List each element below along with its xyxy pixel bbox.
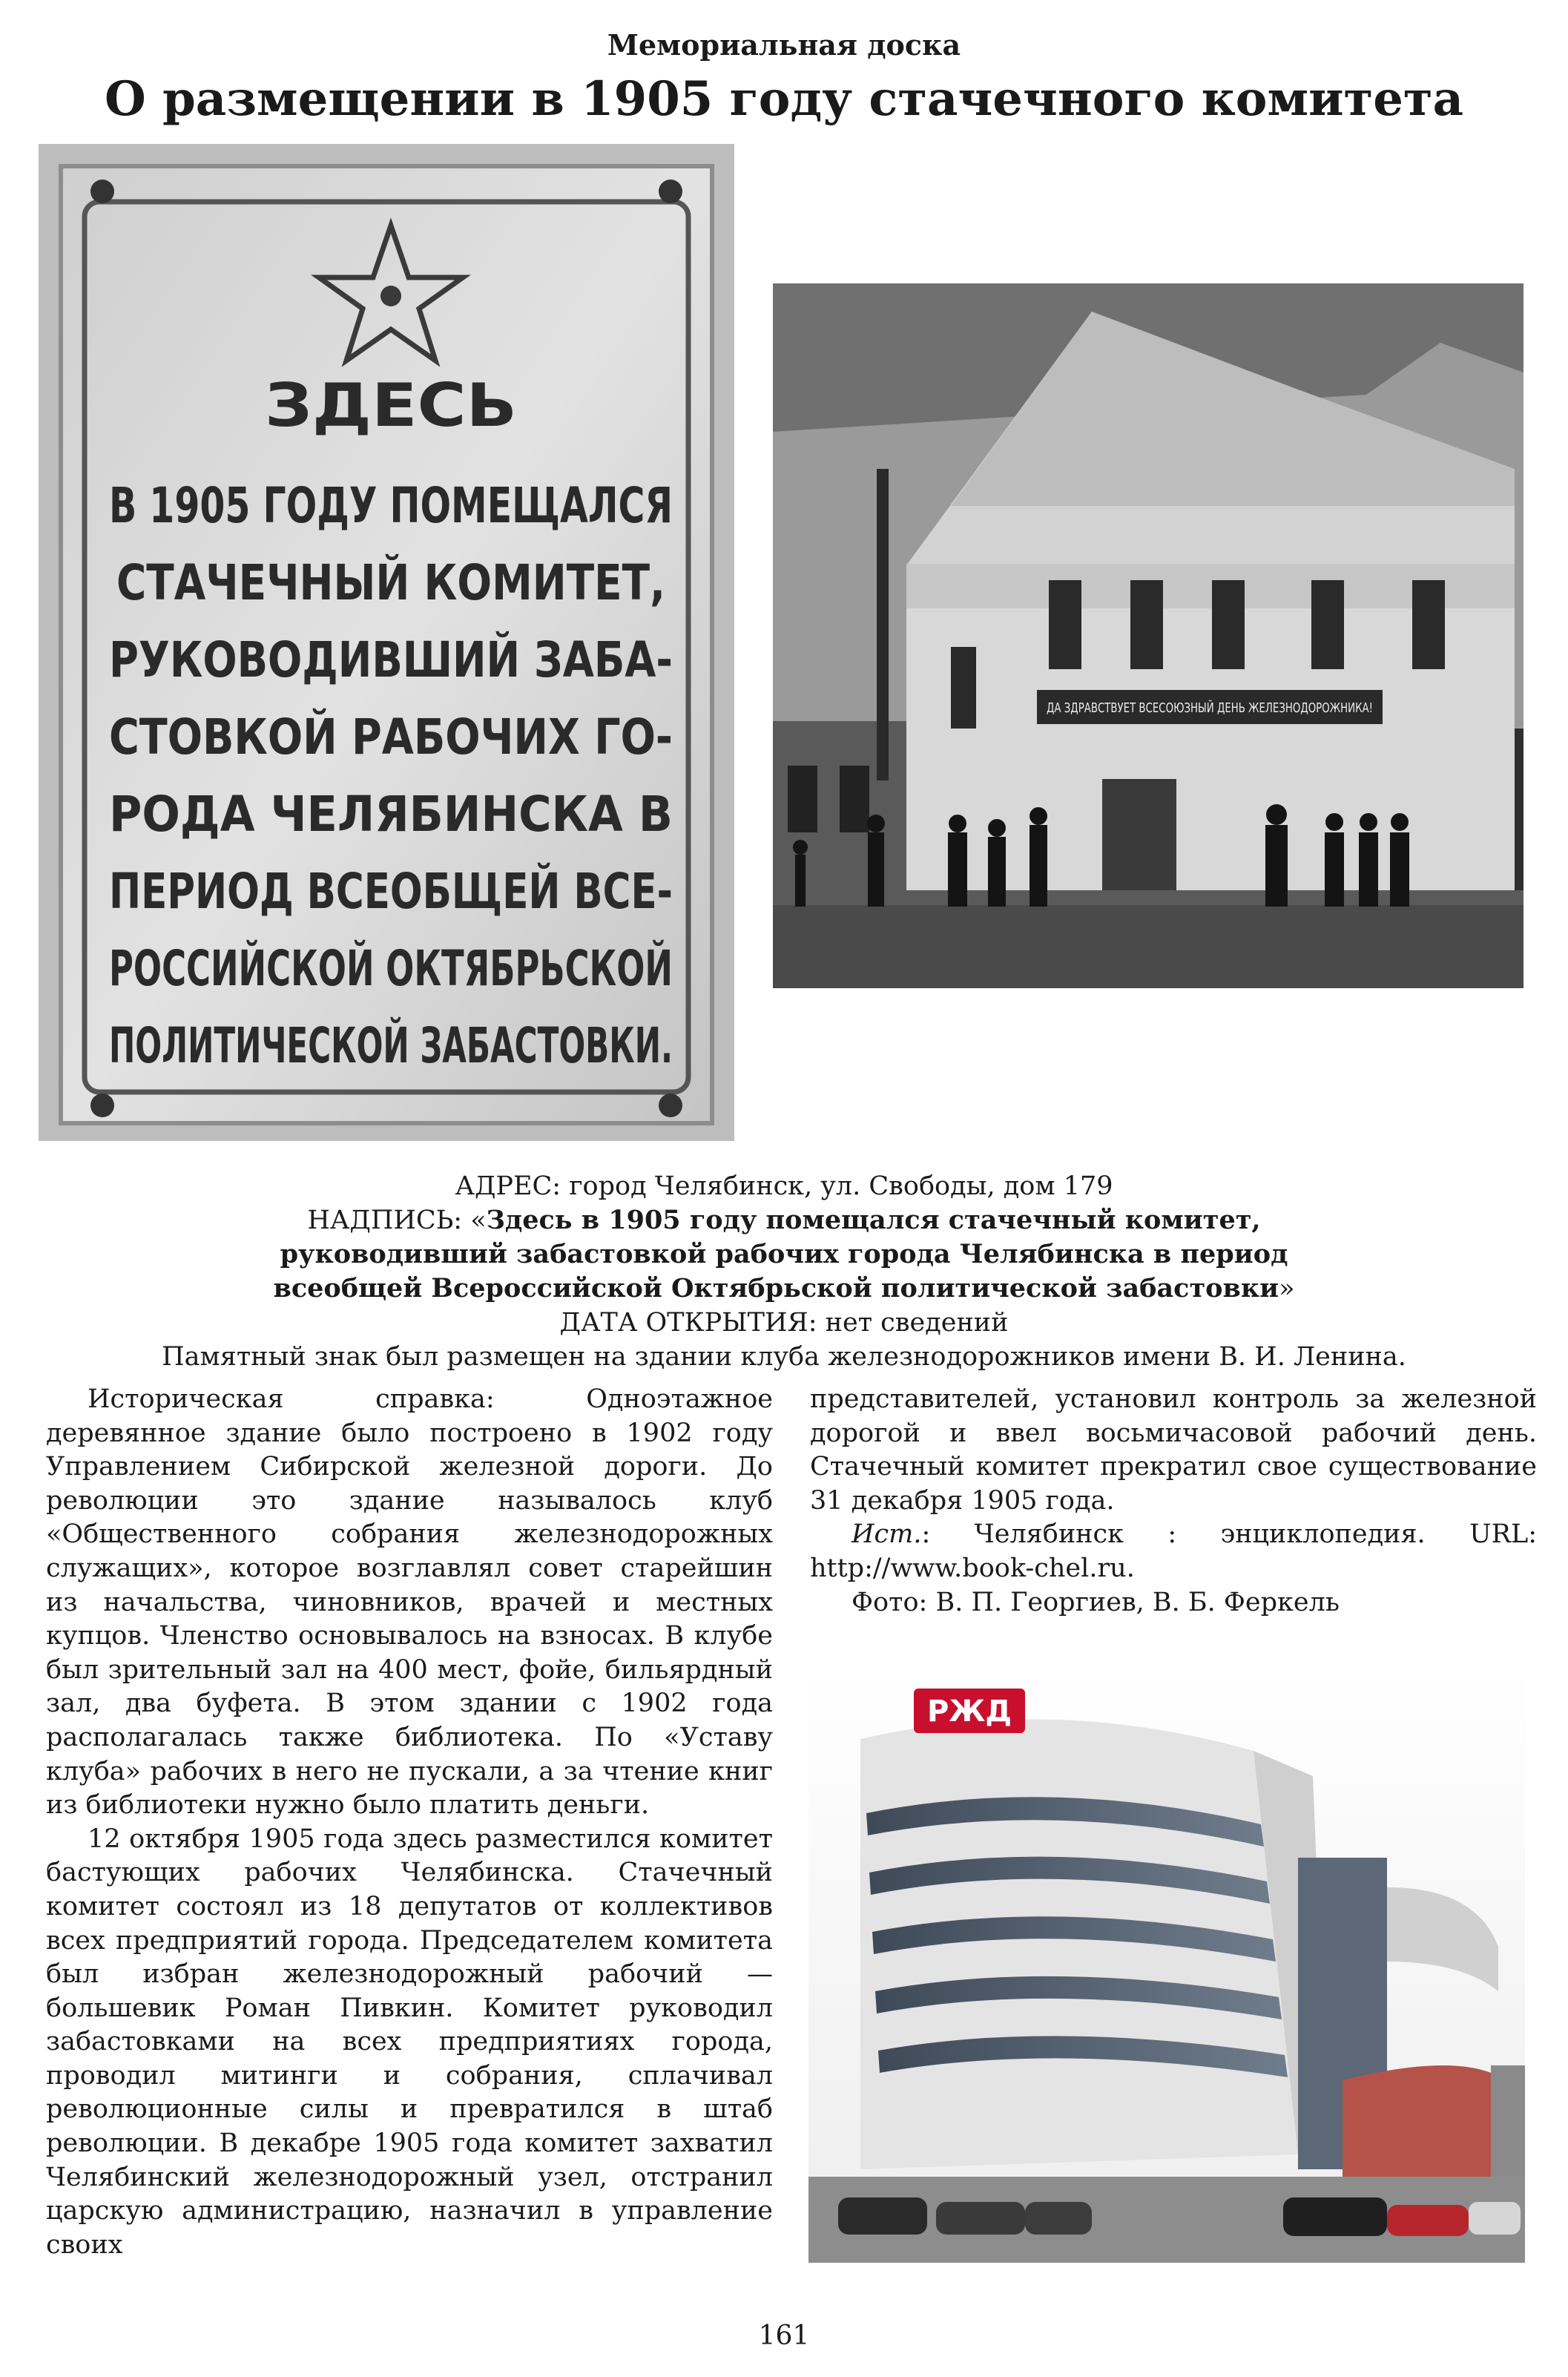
text-column-left xyxy=(46,1383,773,2262)
source-text: : Челябинск : энциклопедия. URL: http://www.book-chel.ru. xyxy=(810,1519,1537,1583)
source-reference xyxy=(810,1518,1537,1585)
plaque-line: РОССИЙСКОЙ ОКТЯБРЬСКОЙ xyxy=(109,940,938,997)
plaque-line: В 1905 ГОДУ ПОМЕЩАЛСЯ xyxy=(109,477,673,534)
kicker-heading: Мемориальная доска xyxy=(607,28,961,62)
plaque-photo xyxy=(39,144,992,1141)
inscription-close: » xyxy=(1279,1274,1295,1303)
inscription-text: Здесь в 1905 году помещался стачечный комитет, xyxy=(486,1205,1261,1235)
monument-info xyxy=(45,1169,1523,1374)
inscription-text: руководивший забастовкой рабочих города Челябинска в период xyxy=(280,1239,1288,1269)
plaque-line: ПОЛИТИЧЕСКОЙ ЗАБАСТОВКИ. xyxy=(109,1017,992,1074)
page-title: О размещении в 1905 году стачечного комитета xyxy=(104,71,1464,127)
body-paragraph: 12 октября 1905 года здесь разместился комитет бастующих рабочих Челябинска. Стачечный комитет состоял из 18 депутатов от коллективов всех предприятий города. Председателем комитета был избран железнодорожный рабочий — большевик Роман Пивкин. Комитет руководил забастовками на всех предприятиях города, проводил митинги и собрания, сплачивал революционные силы и превратился в штаб революции. В декабре 1905 года комитет захватил Челябинский железнодорожный узел, отстранил царскую администрацию, назначил в управление своих xyxy=(46,1824,773,2260)
plaque-line: РУКОВОДИВШИЙ ЗАБА- xyxy=(109,631,793,688)
rzd-logo-text: РЖД xyxy=(927,1694,1012,1729)
page-number: 161 xyxy=(758,2321,810,2351)
plaque-line: ЗДЕСЬ xyxy=(265,371,517,440)
plaque-line: СТАЧЕЧНЫЙ КОМИТЕТ, xyxy=(116,554,777,611)
source-label: Ист. xyxy=(851,1519,922,1550)
inscription-block xyxy=(45,1272,1523,1306)
plaque-line: СТОВКОЙ РАБОЧИХ ГО- xyxy=(109,709,778,766)
inscription-text: всеобщей Всероссийской Октябрьской политической забастовки xyxy=(273,1273,1279,1303)
inscription-block xyxy=(45,1203,1523,1237)
plaque-line: РОДА ЧЕЛЯБИНСКА В xyxy=(109,786,673,843)
body-paragraph: Историческая справка: Одноэтажное деревянное здание было построено в 1902 году Управлением Сибирской железной дороги. До революции это здание называлось клуб «Общественного собрания железнодорожных служащих», которое возглавлял совет старейшин из начальства, чиновников, врачей и местных купцов. Членство основывалось на взносах. В клубе был зрительный зал на 400 мест, фойе, бильярдный зал, два буфета. В этом здании с 1902 года располагалась также библиотека. По «Уставу клуба» рабочих в него не пускали, а за чтение книг из библиотеки нужно было платить деньги. xyxy=(46,1384,773,1821)
building-photo xyxy=(773,283,1523,988)
location-note: Памятный знак был размещен на здании клуба железнодорожников имени В. И. Ленина. xyxy=(162,1342,1406,1372)
modern-building-photo xyxy=(808,1665,1525,2263)
body-paragraph: представителей, установил контроль за железной дорогой и ввел восьмичасовой рабочий день. Стачечный комитет прекратил свое существование 31 декабря 1905 года. xyxy=(810,1384,1537,1516)
address-line: АДРЕС: город Челябинск, ул. Свободы, дом 179 xyxy=(455,1171,1113,1201)
opening-date-line: ДАТА ОТКРЫТИЯ: нет сведений xyxy=(559,1308,1009,1338)
inscription-label: НАДПИСЬ: « xyxy=(307,1206,487,1235)
photo-credit: Фото: В. П. Георгиев, В. Б. Феркель xyxy=(851,1587,1340,1617)
text-column-right xyxy=(810,1383,1537,1620)
plaque-line: ПЕРИОД ВСЕОБЩЕЙ ВСЕ- xyxy=(109,863,832,920)
banner-text: ДА ЗДРАВСТВУЕТ ВСЕСОЮЗНЫЙ ДЕНЬ ЖЕЛЕЗНОДОРОЖНИКА! xyxy=(1047,700,1488,716)
